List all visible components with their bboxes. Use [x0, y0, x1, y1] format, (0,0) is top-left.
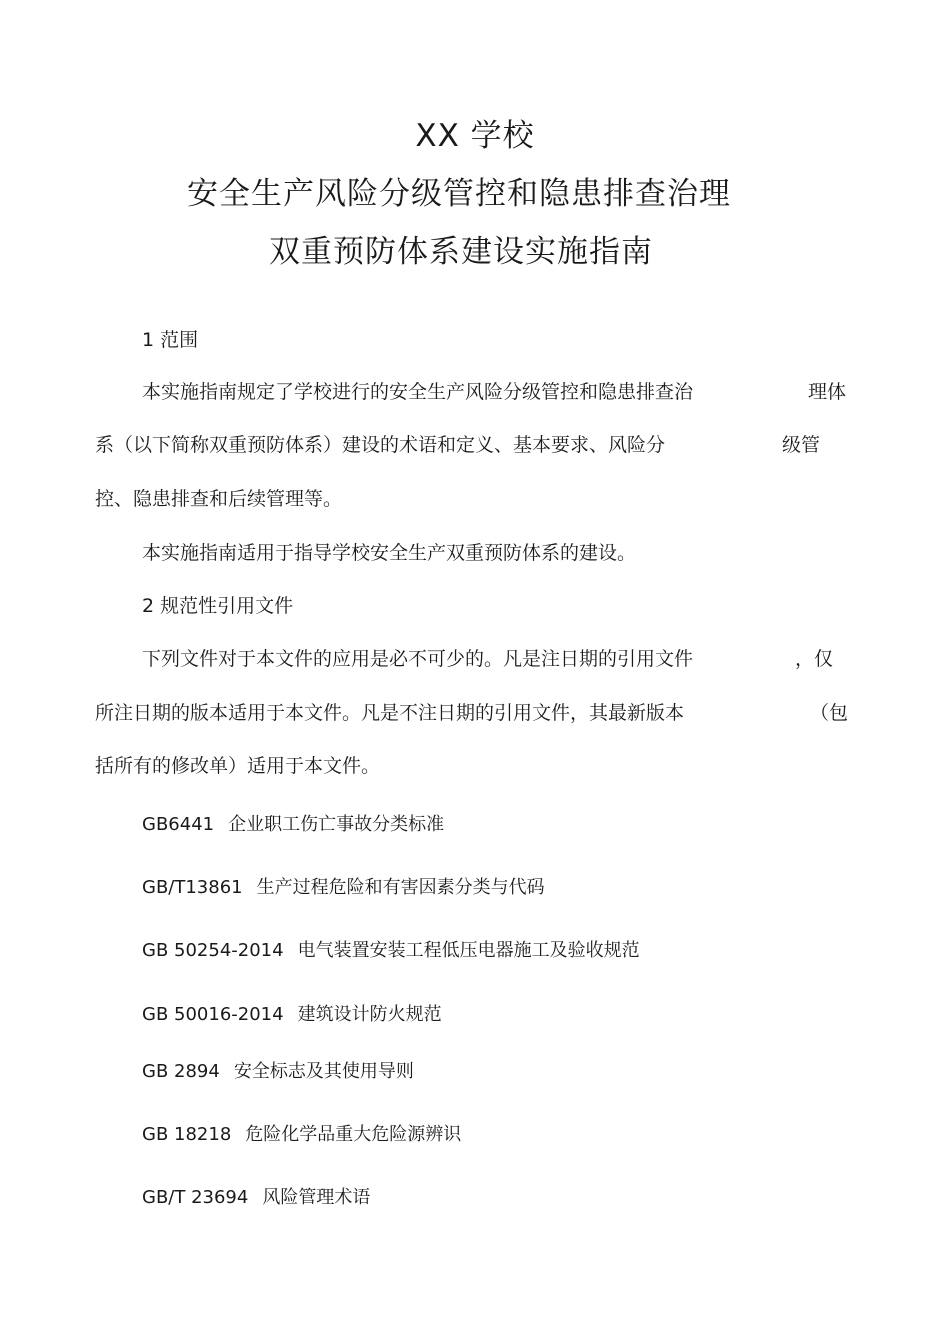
reference-code: GB/T 23694 — [142, 1187, 249, 1208]
reference-code: GB 50016-2014 — [142, 1004, 284, 1025]
section-1-p1-line2: 系（以下简称双重预防体系）建设的术语和定义、基本要求、风险分 — [95, 434, 666, 456]
section-1-p1-line2-end: 级管 — [782, 434, 821, 456]
section-2-heading: 2 规范性引用文件 — [142, 595, 294, 617]
section-2-p1-line1-end: ，仅 — [795, 648, 834, 670]
section-2-p1-line2: 所注日期的版本适用于本文件。凡是不注日期的引用文件，其最新版本 — [95, 702, 685, 724]
reference-item — [142, 1002, 442, 1028]
section-1-p1-line3: 控、隐患排查和后续管理等。 — [95, 488, 343, 510]
reference-name: 电气装置安装工程低压电器施工及验收规范 — [297, 940, 640, 961]
reference-item — [142, 875, 545, 901]
section-1-heading: 1 范围 — [142, 329, 199, 351]
reference-item — [142, 938, 640, 964]
reference-code: GB6441 — [142, 814, 215, 835]
reference-code: GB/T13861 — [142, 877, 243, 898]
reference-code: GB 18218 — [142, 1124, 232, 1145]
reference-name: 危险化学品重大危险源辨识 — [245, 1124, 462, 1145]
reference-item — [142, 1122, 461, 1148]
section-2-p1-line1: 下列文件对于本文件的应用是必不可少的。凡是注日期的引用文件 — [142, 648, 694, 670]
reference-name: 生产过程危险和有害因素分类与代码 — [256, 877, 545, 898]
section-1-p1-line1-end: 理体 — [808, 381, 847, 403]
section-2-p1-line2-end: （包 — [810, 702, 849, 724]
title-line-sub: 双重预防体系建设实施指南 — [269, 234, 653, 270]
section-1-p2: 本实施指南适用于指导学校安全生产双重预防体系的建设。 — [142, 542, 637, 564]
reference-item — [142, 1059, 414, 1085]
section-2-p1-line3: 括所有的修改单）适用于本文件。 — [95, 755, 381, 777]
reference-code: GB 2894 — [142, 1061, 220, 1082]
section-1-p1-line1: 本实施指南规定了学校进行的安全生产风险分级管控和隐患排查治 — [142, 381, 694, 403]
title-line-main: 安全生产风险分级管控和隐患排查治理 — [187, 176, 731, 212]
reference-name: 风险管理术语 — [262, 1187, 371, 1208]
reference-item — [142, 812, 444, 838]
reference-name: 企业职工伤亡事故分类标准 — [228, 814, 445, 835]
reference-name: 安全标志及其使用导则 — [233, 1061, 414, 1082]
reference-name: 建筑设计防火规范 — [297, 1004, 442, 1025]
reference-item — [142, 1185, 370, 1211]
reference-code: GB 50254-2014 — [142, 940, 284, 961]
title-line-school: XX 学校 — [415, 118, 535, 154]
